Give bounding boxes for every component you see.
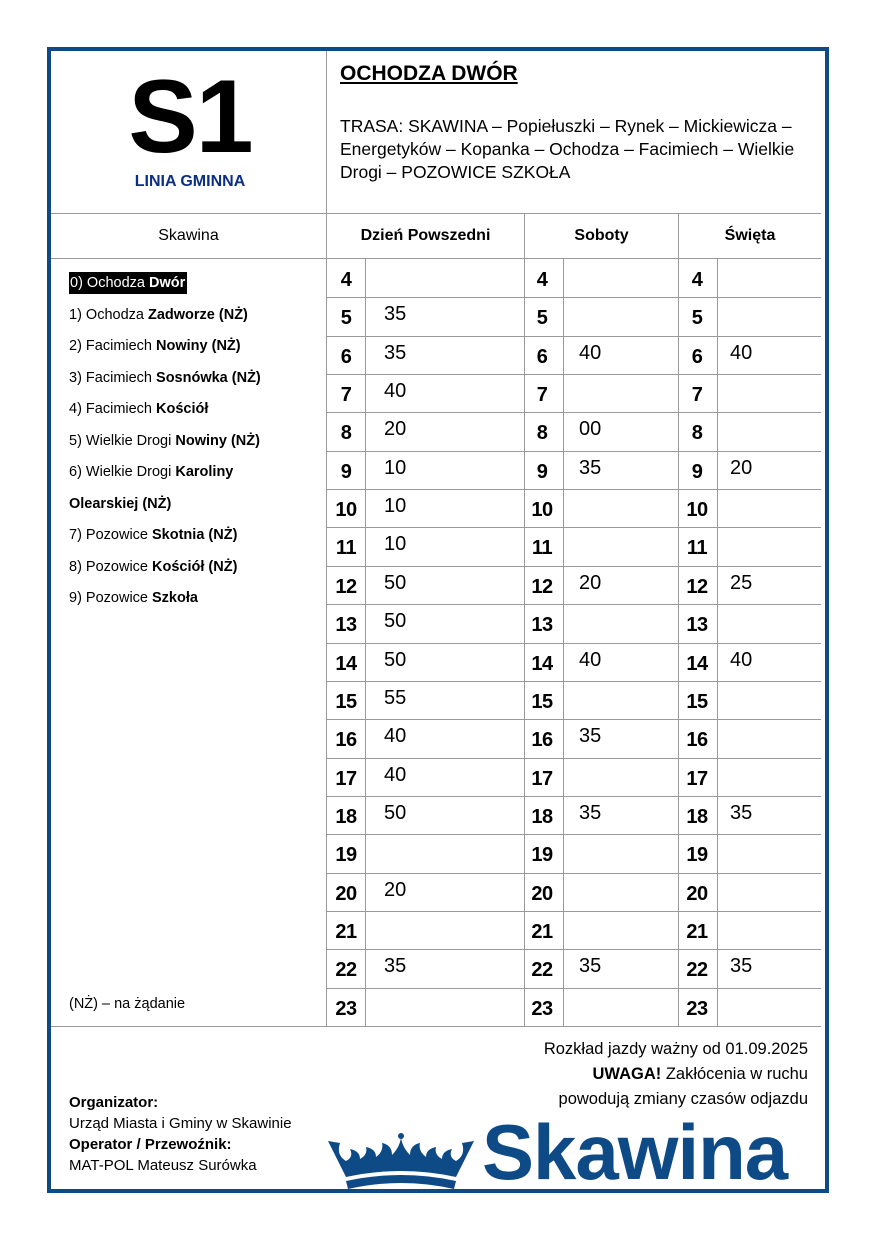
hour-cell: 12: [335, 575, 357, 598]
hour-cell: 18: [531, 805, 553, 828]
hour-cell: 14: [686, 652, 708, 675]
hour-cell: 18: [686, 805, 708, 828]
hour-cell: 5: [536, 307, 548, 330]
departure-minutes: 35: [579, 456, 602, 479]
validity-notice: [544, 1037, 808, 1112]
departure-minutes: 20: [384, 878, 407, 901]
hour-cell: 7: [340, 384, 352, 407]
departure-minutes: 50: [384, 571, 407, 594]
hour-cell: 12: [531, 575, 553, 598]
hour-cell: 16: [686, 729, 708, 752]
hour-cell: 15: [686, 690, 708, 713]
hour-cell: 4: [691, 269, 703, 291]
hour-cell: 17: [531, 767, 553, 790]
hour-cell: 8: [340, 422, 352, 445]
hour-cell: 19: [335, 844, 357, 867]
stop-name: Dwór: [149, 275, 186, 291]
hour-cell: 23: [686, 997, 708, 1020]
stop-name: Karoliny: [175, 464, 234, 480]
departure-minutes: 35: [730, 801, 753, 824]
hour-cell: 9: [340, 460, 352, 483]
hour-cell: 19: [531, 844, 553, 867]
stop-locality: 7) Pozowice: [69, 527, 153, 543]
hour-cell: 13: [335, 614, 357, 637]
departure-minutes: 20: [730, 456, 753, 479]
hour-cell: 14: [531, 652, 553, 675]
departure-minutes: 35: [579, 955, 602, 978]
departure-minutes: 50: [384, 610, 407, 633]
hour-cell: 15: [531, 690, 553, 713]
route-description: TRASA: SKAWINA – Popiełuszki – Rynek – Mickiewicza – Energetyków – Kopanka – Ochodza – Facimiech – Wielkie Drogi – POZOWICE SZKOŁA: [340, 116, 795, 182]
stop-locality: 1) Ochodza: [69, 306, 148, 323]
stop-name: Olearskiej (NŻ): [69, 495, 172, 512]
stop-locality: 0) Ochodza: [70, 275, 149, 291]
departure-minutes: 35: [384, 303, 407, 326]
organizer-label: Organizator:: [69, 1094, 159, 1111]
column-holiday: Święta: [724, 227, 776, 244]
hour-cell: 12: [686, 575, 708, 598]
on-request-legend: (NŻ) – na żądanie: [69, 996, 186, 1012]
hour-cell: 18: [335, 805, 357, 828]
stop-name: Nowiny (NŻ): [175, 432, 260, 449]
hour-cell: 14: [335, 652, 357, 675]
hour-cell: 21: [686, 920, 708, 943]
route-type: LINIA GMINNA: [134, 173, 246, 190]
hour-cell: 6: [340, 345, 352, 368]
stop-locality: 4) Facimiech: [69, 401, 157, 417]
warning-line: [544, 1062, 808, 1087]
stop-name: Skotnia (NŻ): [152, 527, 238, 543]
departure-minutes: 40: [384, 380, 407, 403]
hour-cell: 6: [536, 345, 548, 368]
warning-line-2: powodują zmiany czasów odjazdu: [558, 1090, 808, 1108]
hour-cell: 13: [531, 614, 553, 637]
warning-label: UWAGA!: [592, 1065, 662, 1083]
hour-cell: 11: [335, 537, 357, 560]
hour-cell: 5: [691, 307, 703, 330]
departure-minutes: 50: [384, 648, 407, 671]
hour-cell: 20: [531, 882, 553, 905]
stop-locality: 8) Pozowice: [69, 558, 153, 575]
route-number: S1: [128, 59, 252, 175]
departure-minutes: 25: [730, 571, 753, 594]
hour-cell: 22: [686, 959, 708, 982]
hour-cell: 15: [335, 690, 357, 713]
departure-minutes: 35: [384, 341, 407, 364]
crown-logo-icon: [326, 1133, 476, 1191]
departure-minutes: 40: [579, 341, 602, 364]
hour-cell: 10: [335, 499, 357, 522]
stop-locality: 3) Facimiech: [69, 369, 157, 386]
hour-cell: 20: [686, 882, 708, 905]
operator-label: Operator / Przewoźnik:: [69, 1136, 232, 1153]
hour-cell: 10: [531, 499, 553, 522]
hour-cell: 21: [335, 920, 357, 943]
stop-name: Nowiny (NŻ): [156, 338, 241, 354]
departure-minutes: 00: [579, 418, 602, 441]
stop-name: Kościół: [156, 401, 209, 417]
destination-title: OCHODZA DWÓR: [340, 62, 518, 85]
hour-cell: 19: [686, 844, 708, 867]
hour-cell: 9: [536, 460, 548, 483]
hour-cell: 17: [686, 767, 708, 790]
departure-minutes: 35: [579, 725, 602, 748]
departure-minutes: 35: [579, 801, 602, 824]
departure-minutes: 20: [579, 571, 602, 594]
departure-minutes: 40: [579, 648, 602, 671]
departure-minutes: 10: [384, 533, 407, 556]
hour-cell: 6: [691, 345, 703, 368]
warning-text: Zakłócenia w ruchu: [661, 1065, 808, 1083]
stop-name: Szkoła: [152, 590, 198, 606]
departure-minutes: 40: [730, 648, 753, 671]
column-weekday: Dzień Powszedni: [360, 227, 491, 244]
hour-cell: 8: [691, 422, 703, 445]
departure-minutes: 50: [384, 801, 407, 824]
skawina-logo-text: Skawina: [482, 1108, 788, 1196]
column-origin: Skawina: [158, 227, 219, 244]
hour-cell: 8: [536, 422, 548, 445]
hour-cell: 17: [335, 767, 357, 790]
hour-cell: 7: [691, 384, 703, 407]
departure-minutes: 55: [384, 686, 407, 709]
hour-cell: 11: [686, 537, 708, 560]
organizer-name: Urząd Miasta i Gminy w Skawinie: [69, 1115, 292, 1132]
hour-cell: 21: [531, 920, 553, 943]
hour-cell: 16: [335, 729, 357, 752]
stop-locality: 9) Pozowice: [69, 590, 153, 606]
departure-minutes: 35: [384, 955, 407, 978]
column-saturday: Soboty: [574, 227, 629, 244]
hour-cell: 4: [340, 269, 352, 291]
stop-name: Sosnówka (NŻ): [156, 369, 261, 386]
hour-cell: 10: [686, 499, 708, 522]
hour-cell: 7: [536, 384, 548, 407]
hour-cell: 13: [686, 614, 708, 637]
departure-minutes: 40: [384, 725, 407, 748]
hour-cell: 4: [536, 269, 548, 291]
validity-date: Rozkład jazdy ważny od 01.09.2025: [543, 1040, 808, 1058]
hour-cell: 20: [335, 882, 357, 905]
hour-cell: 23: [531, 997, 553, 1020]
stop-locality: 6) Wielkie Drogi: [69, 464, 176, 480]
hour-cell: 22: [531, 959, 553, 982]
stop-name: Kościół (NŻ): [152, 558, 238, 575]
organizer-info: [69, 1092, 292, 1176]
departure-minutes: 35: [730, 955, 753, 978]
stop-name: Zadworze (NŻ): [148, 306, 248, 323]
hour-cell: 22: [335, 959, 357, 982]
stop-locality: 5) Wielkie Drogi: [69, 432, 176, 449]
departure-minutes: 40: [730, 341, 753, 364]
stop-locality: 2) Facimiech: [69, 338, 157, 354]
departure-minutes: 20: [384, 418, 407, 441]
departure-minutes: 10: [384, 456, 407, 479]
departure-minutes: 10: [384, 495, 407, 518]
hour-cell: 16: [531, 729, 553, 752]
operator-name: MAT-POL Mateusz Surówka: [69, 1157, 257, 1174]
departure-minutes: 40: [384, 763, 407, 786]
hour-cell: 11: [531, 537, 553, 560]
hour-cell: 23: [335, 997, 357, 1020]
hour-cell: 9: [691, 460, 703, 483]
hour-cell: 5: [340, 307, 352, 330]
